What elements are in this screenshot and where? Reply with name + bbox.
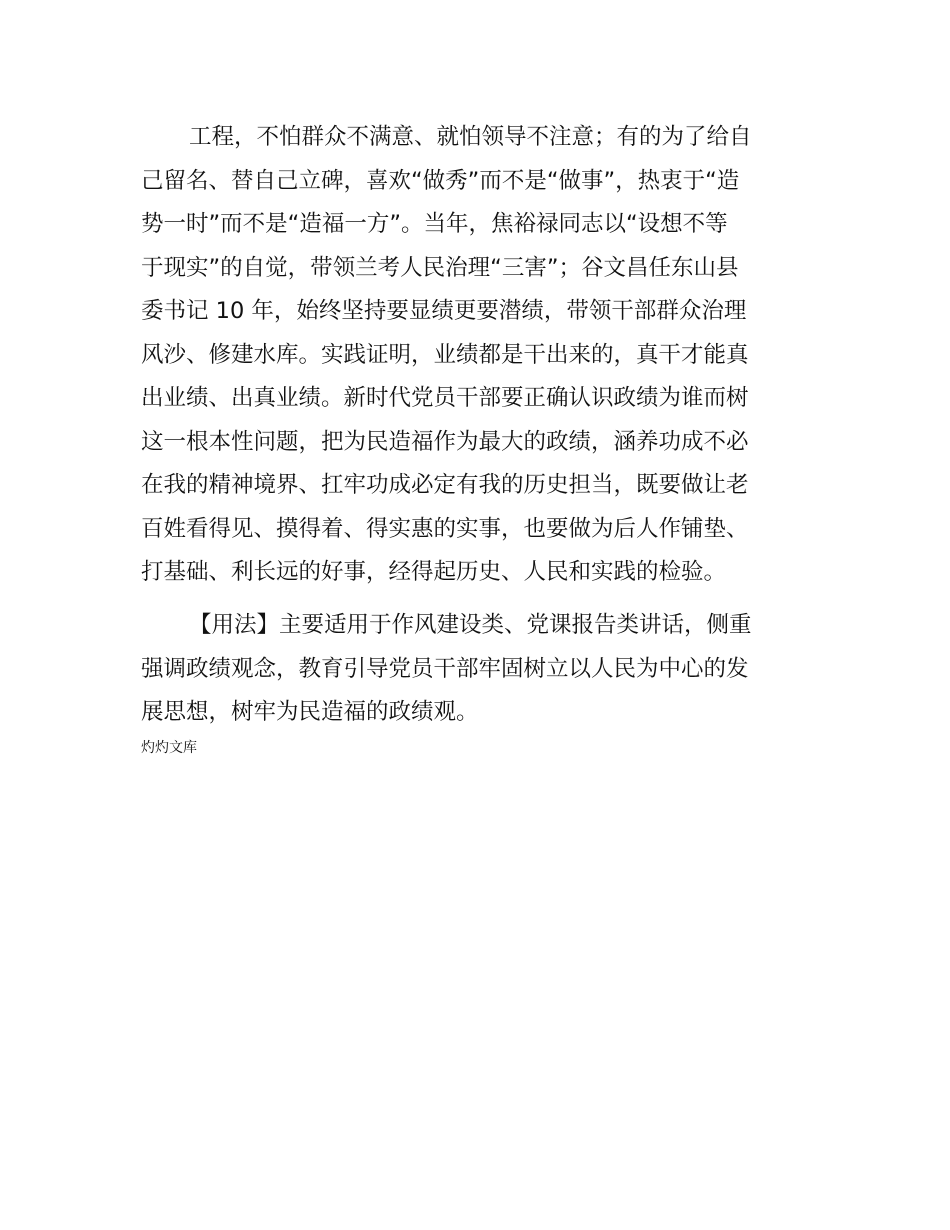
paragraph-line: 于现实”的自觉，带领兰考人民治理“三害”；谷文昌任东山县 (141, 254, 739, 281)
usage-paragraph (141, 604, 811, 735)
paragraph-line: 强调政绩观念，教育引导党员干部牢固树立以人民为中心的发 (141, 655, 749, 682)
paragraph-line: 在我的精神境界、扛牢功成必定有我的历史担当，既要做让老 (141, 472, 749, 498)
body-paragraph (141, 116, 811, 595)
paragraph-line: 己留名、替自己立碑，喜欢“做秀”而不是“做事”，热衷于“造 (141, 167, 740, 194)
paragraph-line: 【用法】主要适用于作风建设类、党课报告类讲话，侧重 (189, 612, 752, 638)
paragraph-line: 工程，不怕群众不满意、就怕领导不注意；有的为了给自 (189, 124, 752, 150)
paragraph-line: 打基础、利长远的好事，经得起历史、人民和实践的检验。 (141, 559, 727, 585)
paragraph-line: 百姓看得见、摸得着、得实惠的实事，也要做为后人作铺垫、 (141, 515, 749, 542)
paragraph-line: 出业绩、出真业绩。新时代党员干部要正确认识政绩为谁而树 (141, 385, 749, 411)
paragraph-line: 势一时”而不是“造福一方”。当年，焦裕禄同志以“设想不等 (141, 211, 728, 237)
paragraph-line: 风沙、修建水库。实践证明，业绩都是干出来的，真干才能真 (141, 341, 749, 368)
paragraph-line: 这一根本性问题，把为民造福作为最大的政绩，涵养功成不必 (141, 428, 749, 455)
paragraph-line: 展思想，树牢为民造福的政绩观。 (141, 699, 479, 725)
paragraph-line: 委书记 10 年，始终坚持要显绩更要潜绩，带领干部群众治理 (141, 298, 747, 324)
source-label: 灼灼文库 (141, 740, 197, 756)
